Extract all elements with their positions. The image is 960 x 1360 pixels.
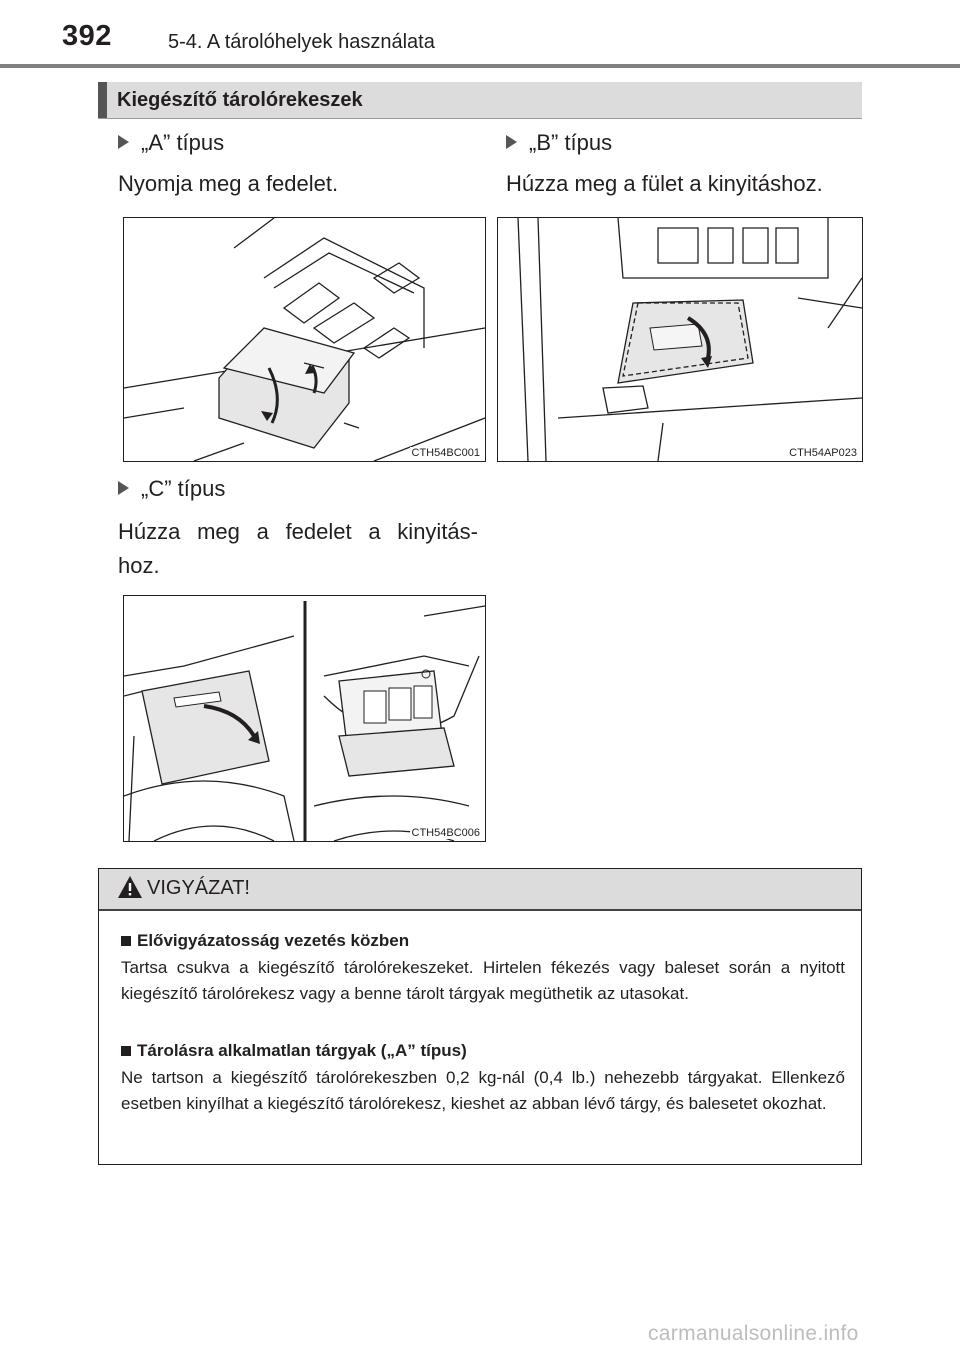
type-b-heading [506, 130, 612, 156]
watermark: carmanualsonline.info [648, 1322, 859, 1345]
caution-item-text: Ne tartson a kiegészítő tárolórekeszben 0,2 kg-nál (0,4 lb.) nehezebb tárgyakat. Ellenkező esetben kinyílhat a kiegészítő tárolórekesz, kieshet az abban lévő tárgy, és balesetet okozhat. [121, 1068, 845, 1113]
caution-item-heading-text: Elővigyázatosság vezetés közben [137, 931, 410, 950]
warning-icon [117, 875, 143, 899]
figure-code: CTH54BC001 [411, 447, 480, 459]
caution-box [98, 868, 862, 1165]
header-rule [0, 64, 960, 68]
type-c-instruction-line1: Húzza meg a fedelet a kinyitás- [118, 519, 478, 544]
triangle-bullet-icon [118, 481, 129, 495]
type-a-instruction: Nyomja meg a fedelet. [118, 171, 339, 196]
triangle-bullet-icon [506, 135, 517, 149]
type-a-figure [123, 217, 486, 462]
type-a-heading-text: „A” típus [141, 130, 225, 155]
lower-dash-illustration [498, 218, 862, 461]
figure-code: CTH54BC006 [411, 827, 480, 839]
type-c-figure [123, 595, 486, 842]
page-number: 392 [62, 20, 112, 52]
caution-header [99, 869, 861, 911]
caution-item-heading-text: Tárolásra alkalmatlan tárgyak („A” típus) [137, 1041, 467, 1060]
type-c-heading-text: „C” típus [141, 476, 226, 501]
caution-item-heading [121, 931, 845, 951]
section-title: Kiegészítő tárolórekeszek [117, 89, 363, 111]
type-c-heading [118, 476, 225, 502]
caution-item-heading [121, 1041, 845, 1061]
section-underline [98, 118, 862, 119]
caution-item [121, 1041, 845, 1117]
chapter-title: 5-4. A tárolóhelyek használata [168, 31, 435, 53]
caution-item [121, 931, 845, 1007]
caution-title: VIGYÁZAT! [147, 877, 250, 899]
type-b-figure [497, 217, 863, 462]
type-a-heading [118, 130, 224, 156]
figure-code: CTH54AP023 [789, 447, 857, 459]
caution-item-text: Tartsa csukva a kiegészítő tárolórekeszeket. Hirtelen fékezés vagy baleset során a nyitott kiegészítő tárolórekesz vagy a benne tárolt tárgyak megüthetik az utasokat. [121, 958, 845, 1003]
type-b-instruction: Húzza meg a fület a kinyitáshoz. [506, 171, 823, 196]
triangle-bullet-icon [118, 135, 129, 149]
square-bullet-icon [121, 936, 131, 946]
section-heading-bar [98, 82, 862, 118]
section-accent [98, 82, 107, 118]
side-compartment-illustration [124, 596, 485, 841]
type-b-heading-text: „B” típus [529, 130, 613, 155]
square-bullet-icon [121, 1046, 131, 1056]
overhead-console-illustration [124, 218, 485, 461]
type-c-instruction-line2: hoz. [118, 553, 160, 578]
